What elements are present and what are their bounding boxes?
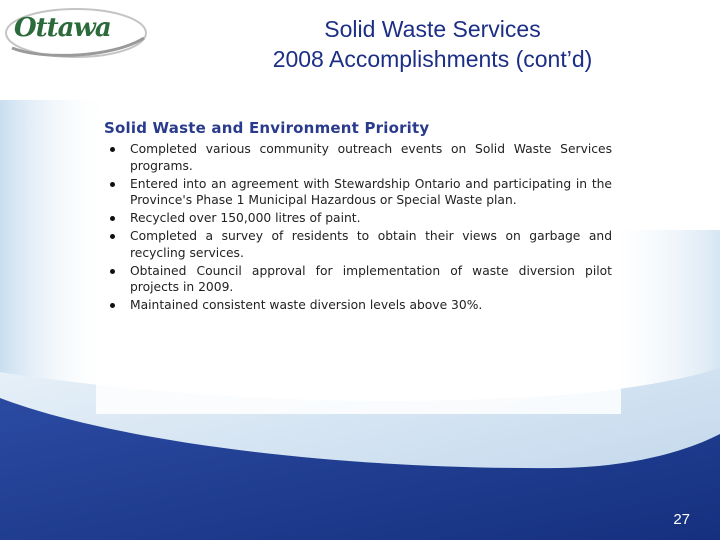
title-line-1: Solid Waste Services xyxy=(324,16,541,42)
slide-title xyxy=(150,14,715,74)
bullet-icon xyxy=(110,303,115,308)
logo-wordmark: Ottawa xyxy=(14,13,111,43)
bullet-list xyxy=(108,141,612,315)
bullet-text: Completed various community outreach events on Solid Waste Services programs. xyxy=(130,142,612,173)
list-item xyxy=(108,210,612,227)
list-item xyxy=(108,228,612,262)
list-item xyxy=(108,263,612,297)
list-item xyxy=(108,176,612,210)
bullet-icon xyxy=(110,234,115,239)
list-item xyxy=(108,297,612,314)
bullet-icon xyxy=(110,182,115,187)
bullet-text: Entered into an agreement with Stewardship Ontario and participating in the Province's Phase 1 Municipal Hazardous or Special Waste plan. xyxy=(130,176,612,208)
page-number: 27 xyxy=(673,511,690,528)
list-item xyxy=(108,141,612,175)
section-heading: Solid Waste and Environment Priority xyxy=(104,119,430,137)
bullet-icon xyxy=(110,216,115,221)
title-line-2: 2008 Accomplishments (cont’d) xyxy=(272,46,593,72)
bullet-icon xyxy=(110,269,115,274)
bullet-text: Completed a survey of residents to obtain their views on garbage and recycling services. xyxy=(130,228,612,260)
ottawa-logo xyxy=(2,0,152,62)
bullet-text: Recycled over 150,000 litres of paint. xyxy=(130,211,361,226)
bullet-text: Maintained consistent waste diversion levels above 30%. xyxy=(130,298,483,313)
bullet-text: Obtained Council approval for implementation of waste diversion pilot projects in 2009. xyxy=(130,263,612,295)
bullet-icon xyxy=(110,147,115,152)
